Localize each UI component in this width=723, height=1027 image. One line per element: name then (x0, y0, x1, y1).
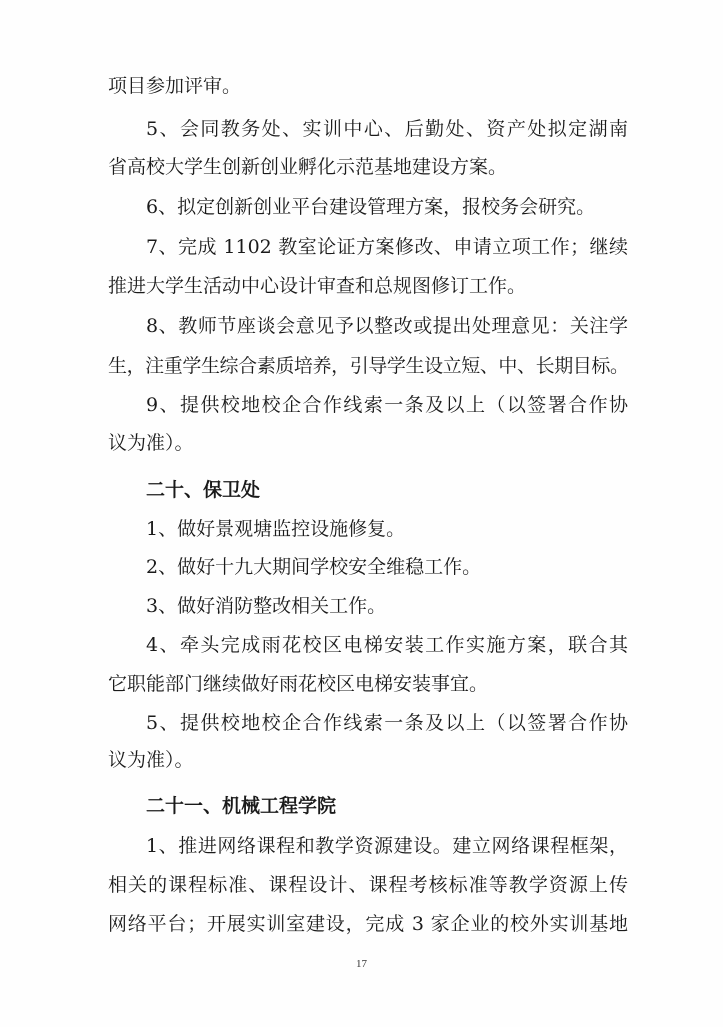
paragraph-line: 它职能部门继续做好雨花校区电梯安装事宜。 (108, 673, 489, 695)
paragraph-line: 2、做好十九大期间学校安全维稳工作。 (146, 556, 482, 578)
section-heading: 二十一、机械工程学院 (146, 795, 337, 817)
paragraph-line: 网络平台；开展实训室建设，完成 3 家企业的校外实训基地 (108, 913, 628, 935)
paragraph-line: 生，注重学生综合素质培养，引导学生设立短、中、长期目标。 (108, 355, 628, 377)
paragraph-line: 推进大学生活动中心设计审查和总规图修订工作。 (108, 275, 527, 297)
paragraph-line: 议为准）。 (108, 749, 194, 771)
page-number: 17 (356, 958, 367, 970)
paragraph-line: 1、推进网络课程和教学资源建设。建立网络课程框架， (146, 835, 628, 857)
paragraph-line: 省高校大学生创新创业孵化示范基地建设方案。 (108, 156, 508, 178)
paragraph-line: 6、拟定创新创业平台建设管理方案，报校务会研究。 (146, 196, 596, 218)
paragraph-line: 议为准）。 (108, 432, 194, 454)
paragraph-line: 9、提供校地校企合作线索一条及以上（以签署合作协 (146, 394, 628, 416)
paragraph-line: 项目参加评审。 (108, 75, 242, 97)
paragraph-line: 7、完成 1102 教室论证方案修改、申请立项工作；继续 (146, 236, 628, 258)
paragraph-line: 1、做好景观塘监控设施修复。 (146, 518, 406, 540)
paragraph-line: 5、会同教务处、实训中心、后勤处、资产处拟定湖南 (146, 118, 628, 140)
paragraph-line: 3、做好消防整改相关工作。 (146, 595, 387, 617)
paragraph-line: 4、牵头完成雨花校区电梯安装工作实施方案，联合其 (146, 634, 628, 656)
paragraph-line: 5、提供校地校企合作线索一条及以上（以签署合作协 (146, 712, 628, 734)
paragraph-line: 相关的课程标准、课程设计、课程考核标准等教学资源上传 (108, 874, 628, 896)
paragraph-line: 8、教师节座谈会意见予以整改或提出处理意见：关注学 (146, 315, 628, 337)
section-heading: 二十、保卫处 (146, 479, 261, 501)
